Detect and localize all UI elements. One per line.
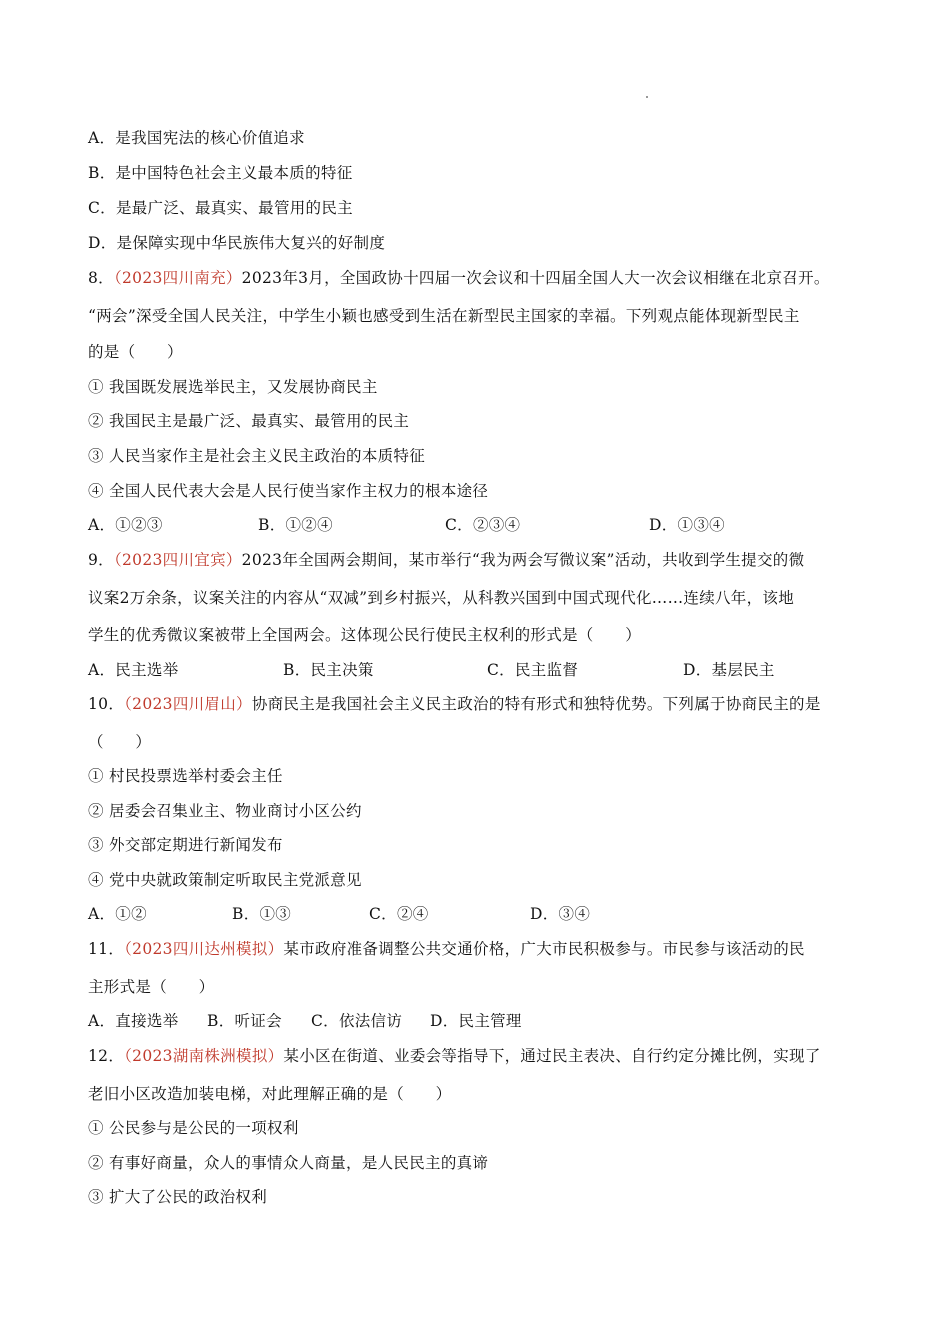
q9-option-b: B．民主决策 xyxy=(283,661,374,679)
q9-option-d: D．基层民主 xyxy=(683,661,775,679)
q11-line-1 xyxy=(88,939,890,959)
q12-statement-3: ③ 扩大了公民的政治权利 xyxy=(88,1188,268,1206)
q11-text-1: 某市政府准备调整公共交通价格，广大市民积极参与。市民参与该活动的民 xyxy=(283,940,805,958)
q10-statement-4: ④ 党中央就政策制定听取民主党派意见 xyxy=(88,871,362,889)
prev-option-c: C．是最广泛、最真实、最管用的民主 xyxy=(88,199,353,217)
header-mark xyxy=(646,96,648,98)
q8-option-b: B．①②④ xyxy=(258,516,333,534)
q8-options xyxy=(88,515,890,535)
q8-statement-3: ③ 人民当家作主是社会主义民主政治的本质特征 xyxy=(88,447,426,465)
q8-statement-2: ② 我国民主是最广泛、最真实、最管用的民主 xyxy=(88,412,410,430)
q11-option-a: A．直接选举 xyxy=(88,1012,179,1030)
q12-line-1 xyxy=(88,1046,890,1066)
q9-line-2: 议案2万余条，议案关注的内容从“双减”到乡村振兴，从科教兴国到中国式现代化……连续八年，该地 xyxy=(88,589,795,607)
q10-option-b: B．①③ xyxy=(232,905,292,923)
q8-option-d: D．①③④ xyxy=(649,516,725,534)
q11-source: （2023四川达州模拟） xyxy=(124,940,284,958)
q9-text-1: 2023年全国两会期间，某市举行“我为两会写微议案”活动，共收到学生提交的微 xyxy=(241,551,805,569)
q10-option-c: C．②④ xyxy=(369,905,429,923)
q8-number: 8． xyxy=(88,269,114,287)
q8-line-1 xyxy=(88,268,890,288)
q9-source: （2023四川宜宾） xyxy=(113,551,242,569)
q10-statement-3: ③ 外交部定期进行新闻发布 xyxy=(88,836,283,854)
q10-options xyxy=(88,904,890,924)
q9-option-c: C．民主监督 xyxy=(487,661,579,679)
q10-option-a: A．①② xyxy=(88,905,147,923)
q11-option-d: D．民主管理 xyxy=(430,1012,522,1030)
q9-option-a: A．民主选举 xyxy=(88,661,179,679)
q9-line-1 xyxy=(88,550,890,570)
prev-option-a: A．是我国宪法的核心价值追求 xyxy=(88,129,305,147)
q10-statement-1: ① 村民投票选举村委会主任 xyxy=(88,767,283,785)
q8-line-3: 的是（ ） xyxy=(88,343,183,361)
q8-statement-1: ① 我国既发展选举民主，又发展协商民主 xyxy=(88,378,378,396)
q11-number: 11． xyxy=(88,940,125,958)
prev-option-d: D．是保障实现中华民族伟大复兴的好制度 xyxy=(88,234,386,252)
q10-line-2: （ ） xyxy=(88,733,152,751)
q8-statement-4: ④ 全国人民代表大会是人民行使当家作主权力的根本途径 xyxy=(88,482,489,500)
q10-line-1 xyxy=(88,694,890,714)
q11-options xyxy=(88,1011,890,1031)
q12-text-1: 某小区在街道、业委会等指导下，通过民主表决、自行约定分摊比例，实现了 xyxy=(283,1047,821,1065)
q9-number: 9． xyxy=(88,551,114,569)
q8-line-2: “两会”深受全国人民关注，中学生小颖也感受到生活在新型民主国家的幸福。下列观点能体现新型民主 xyxy=(88,307,800,325)
q8-option-c: C．②③④ xyxy=(445,516,521,534)
q10-source: （2023四川眉山） xyxy=(124,695,252,713)
q12-statement-2: ② 有事好商量，众人的事情众人商量，是人民民主的真谛 xyxy=(88,1154,489,1172)
q12-source: （2023湖南株洲模拟） xyxy=(124,1047,284,1065)
q11-line-2: 主形式是（ ） xyxy=(88,978,215,996)
q9-options xyxy=(88,660,890,680)
q11-option-c: C．依法信访 xyxy=(311,1012,403,1030)
q10-number: 10． xyxy=(88,695,125,713)
q10-text-1: 协商民主是我国社会主义民主政治的特有形式和独特优势。下列属于协商民主的是 xyxy=(251,695,821,713)
q8-text-1: 2023年3月，全国政协十四届一次会议和十四届全国人大一次会议相继在北京召开。 xyxy=(241,269,830,287)
q8-source: （2023四川南充） xyxy=(113,269,242,287)
q12-number: 12． xyxy=(88,1047,125,1065)
q10-option-d: D．③④ xyxy=(530,905,591,923)
q10-statement-2: ② 居委会召集业主、物业商讨小区公约 xyxy=(88,802,362,820)
q12-statement-1: ① 公民参与是公民的一项权利 xyxy=(88,1119,299,1137)
q12-line-2: 老旧小区改造加装电梯，对此理解正确的是（ ） xyxy=(88,1085,452,1103)
q9-line-3: 学生的优秀微议案被带上全国两会。这体现公民行使民主权利的形式是（ ） xyxy=(88,626,642,644)
q11-option-b: B．听证会 xyxy=(207,1012,282,1030)
prev-option-b: B．是中国特色社会主义最本质的特征 xyxy=(88,164,353,182)
q8-option-a: A．①②③ xyxy=(88,516,163,534)
